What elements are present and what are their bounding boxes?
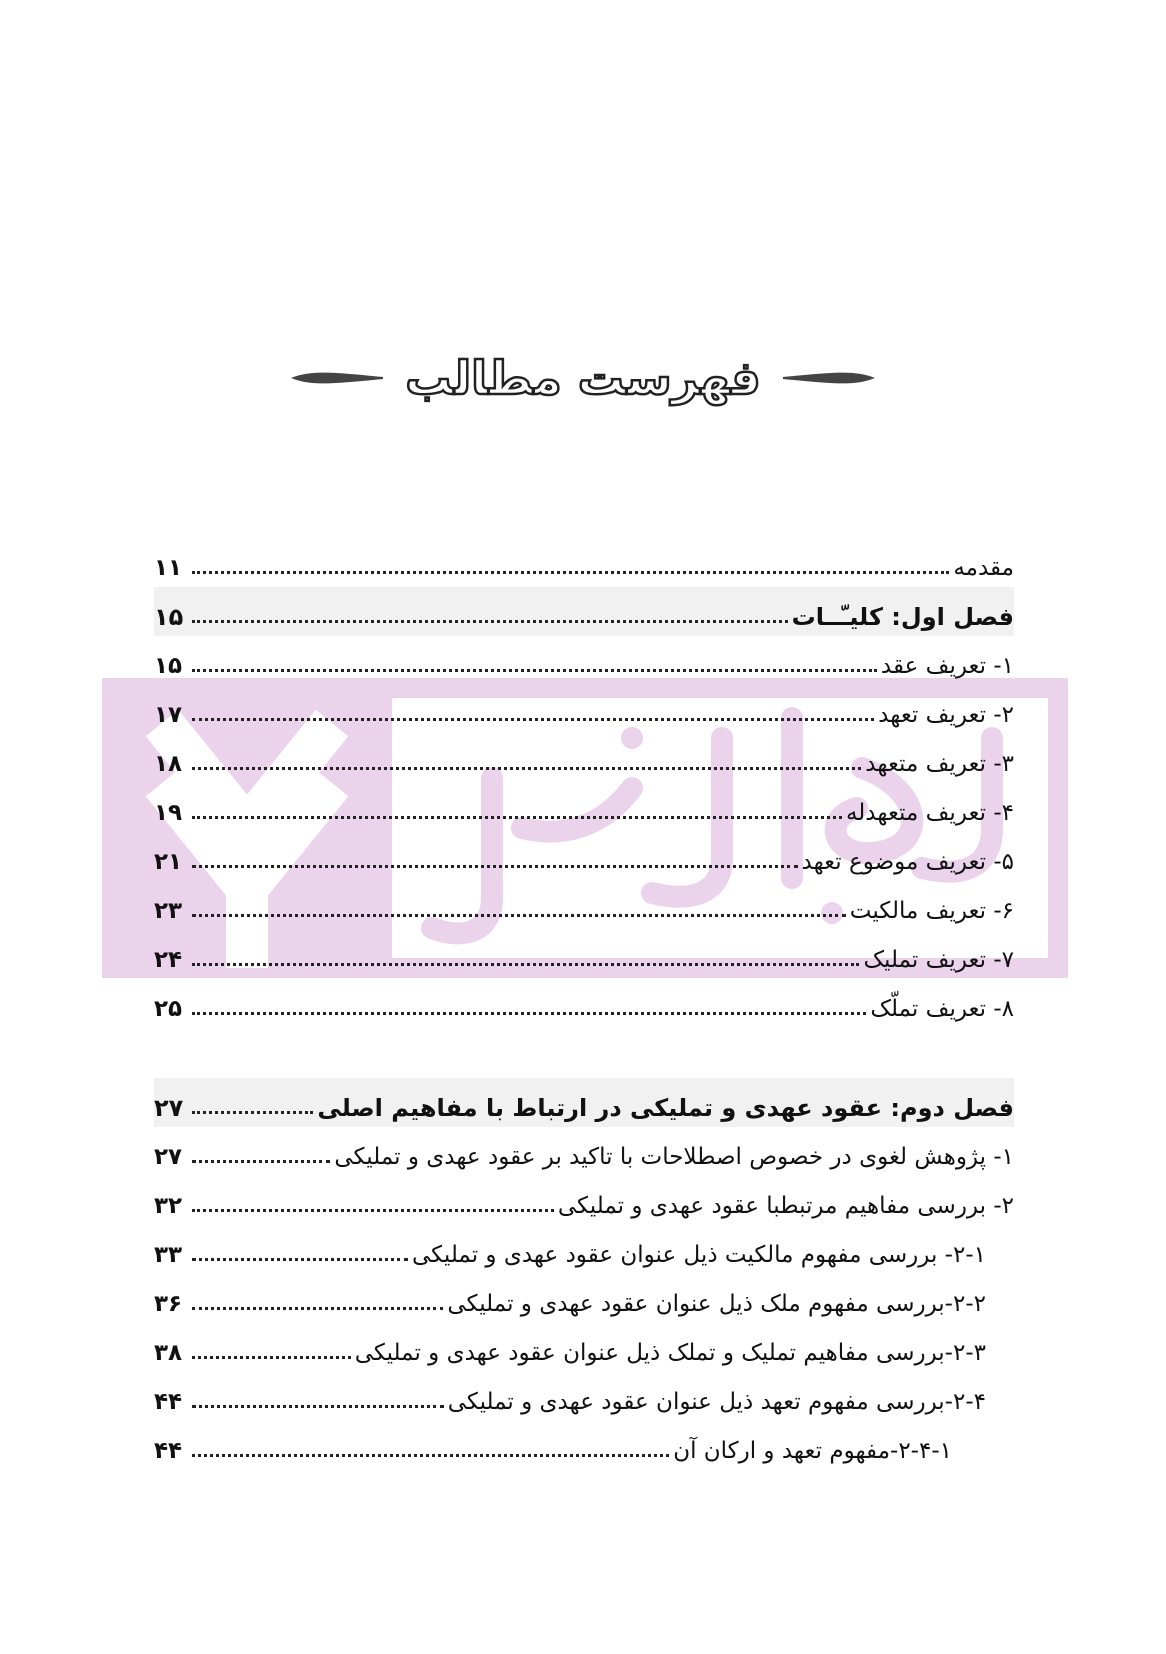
toc-entry-label: ۴- تعریف متعهدله (845, 799, 1014, 826)
page-title: فهرست مطالب (405, 351, 761, 405)
toc-row[interactable] (154, 685, 1014, 734)
leader-dots (192, 914, 846, 917)
toc-row[interactable] (154, 832, 1014, 881)
toc-page-number: ۲۷ (154, 1093, 184, 1122)
toc-row[interactable] (154, 881, 1014, 930)
leader-dots (192, 1454, 669, 1457)
leader-dots (192, 767, 861, 770)
toc-entry-label: ۵- تعریف موضوع تعهد (801, 848, 1014, 875)
toc-entry-label: ۲- بررسی مفاهیم مرتبطبا عقود عهدی و تملیکی (557, 1192, 1014, 1219)
leader-dots (192, 718, 874, 721)
chapter-title: فصل دوم: عقود عهدی و تملیکی در ارتباط با مفاهیم اصلی (317, 1093, 1014, 1122)
toc-entry-label: ۲-۲-بررسی مفهوم ملک ذیل عنوان عقود عهدی و تملیکی (447, 1290, 986, 1317)
chapter-title: فصل اول: کلیـّــات (791, 602, 1014, 631)
toc-row-subsection[interactable] (154, 1323, 1014, 1372)
toc-row[interactable] (154, 979, 1014, 1028)
left-ornament-icon (291, 368, 383, 388)
toc-row-subsection[interactable] (154, 1372, 1014, 1421)
leader-dots (192, 1405, 444, 1408)
right-ornament-icon (783, 368, 875, 388)
toc-row[interactable] (154, 930, 1014, 979)
toc-row[interactable] (154, 636, 1014, 685)
toc-row[interactable] (154, 734, 1014, 783)
toc-page-number: ۱۵ (154, 652, 183, 679)
leader-dots (192, 571, 949, 574)
leader-dots (192, 1111, 313, 1114)
toc-entry-label: مقدمه (953, 554, 1014, 581)
toc-page-number: ۲۵ (154, 995, 183, 1022)
toc-row-intro[interactable] (154, 538, 1014, 587)
toc-page-number: ۳۳ (154, 1241, 183, 1268)
toc-page-number: ۱۱ (154, 554, 183, 581)
toc-page-number: ۲۴ (154, 946, 183, 973)
toc-row-subsection[interactable] (154, 1274, 1014, 1323)
leader-dots (192, 1356, 351, 1359)
toc-entry-label: ۲-۱- بررسی مفهوم مالکیت ذیل عنوان عقود عهدی و تملیکی (412, 1241, 986, 1268)
toc-row[interactable] (154, 1127, 1014, 1176)
leader-dots (192, 1012, 866, 1015)
toc-entry-label: ۲-۴-۱-مفهوم تعهد و ارکان آن (673, 1437, 952, 1464)
toc-page-number: ۱۸ (154, 750, 183, 777)
toc-page-number: ۳۸ (154, 1339, 183, 1366)
toc-entry-label: ۸- تعریف تملّک (870, 995, 1014, 1022)
leader-dots (192, 1307, 443, 1310)
toc-entry-label: ۲-۳-بررسی مفاهیم تملیک و تملک ذیل عنوان عقود عهدی و تملیکی (354, 1339, 986, 1366)
toc-row[interactable] (154, 783, 1014, 832)
toc-row-subsection[interactable] (154, 1225, 1014, 1274)
chapter-heading-2[interactable] (154, 1078, 1014, 1127)
leader-dots (192, 620, 788, 623)
toc-row-subsubsection[interactable] (154, 1421, 1014, 1470)
leader-dots (192, 1258, 408, 1261)
toc-page-number: ۱۵ (154, 602, 184, 631)
toc-entry-label: ۱- تعریف عقد (880, 652, 1014, 679)
leader-dots (192, 963, 859, 966)
toc-page-number: ۱۹ (154, 799, 183, 826)
toc-page-number: ۳۲ (154, 1192, 183, 1219)
toc-entry-label: ۲-۴-بررسی مفهوم تعهد ذیل عنوان عقود عهدی و تملیکی (447, 1388, 986, 1415)
toc-page-number: ۲۷ (154, 1143, 183, 1170)
section-spacer (154, 1028, 1014, 1078)
table-of-contents (154, 538, 1014, 1470)
chapter-heading-1[interactable] (154, 587, 1014, 636)
toc-entry-label: ۳- تعریف متعهد (865, 750, 1014, 777)
toc-entry-label: ۶- تعریف مالکیت (849, 897, 1014, 924)
leader-dots (192, 1209, 554, 1212)
toc-page-number: ۳۶ (154, 1290, 183, 1317)
leader-dots (192, 1160, 330, 1163)
toc-page-number: ۴۴ (154, 1437, 183, 1464)
leader-dots (192, 865, 798, 868)
toc-page-number: ۱۷ (154, 701, 183, 728)
toc-title-block (0, 338, 1166, 418)
toc-row[interactable] (154, 1176, 1014, 1225)
toc-entry-label: ۷- تعریف تملیک (863, 946, 1014, 973)
leader-dots (192, 669, 877, 672)
leader-dots (192, 816, 842, 819)
toc-entry-label: ۲- تعریف تعهد (878, 701, 1014, 728)
toc-page-number: ۲۱ (154, 848, 183, 875)
toc-entry-label: ۱- پژوهش لغوی در خصوص اصطلاحات با تاکید بر عقود عهدی و تملیکی (334, 1143, 1014, 1170)
toc-page-number: ۲۳ (154, 897, 183, 924)
toc-page-number: ۴۴ (154, 1388, 183, 1415)
